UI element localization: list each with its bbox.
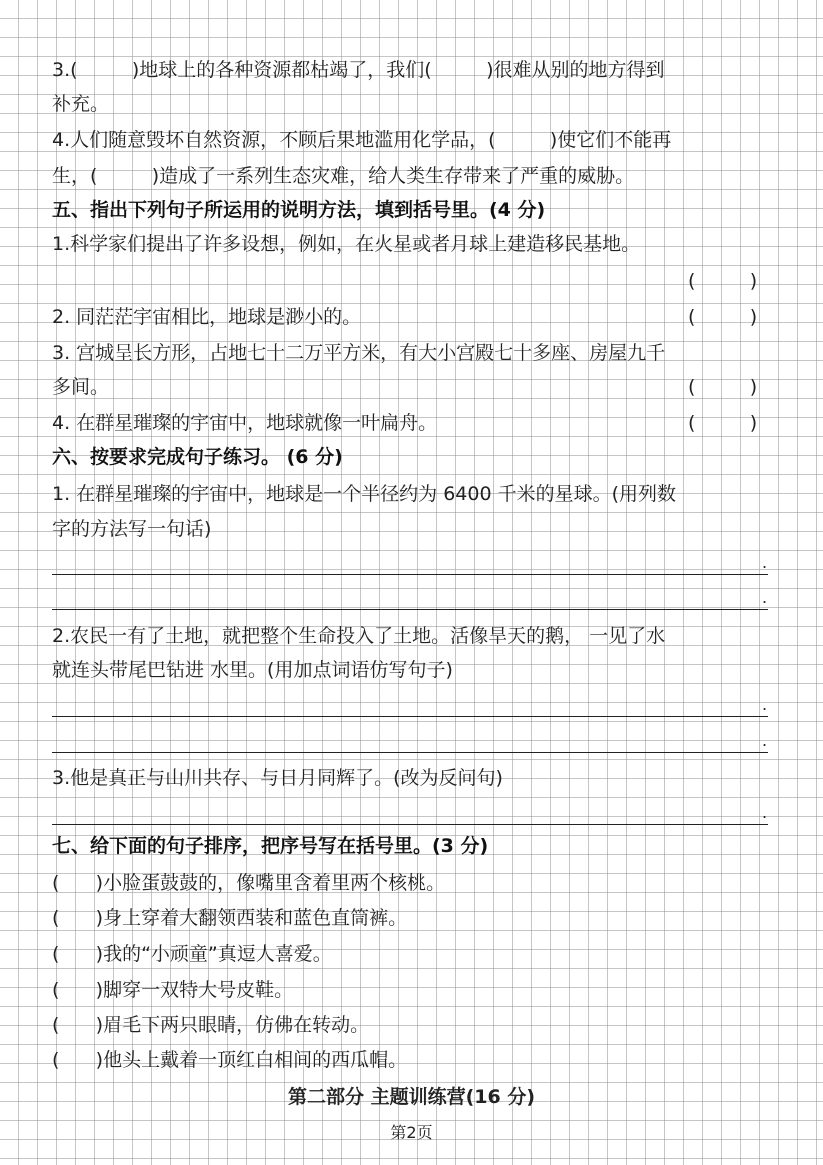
answer-line[interactable]	[52, 752, 768, 753]
sort-item-2: ( )身上穿着大翻领西装和蓝色直筒裤。	[52, 907, 408, 929]
question-5-3-line1: 3. 宫城呈长方形，占地七十二万平方米，有大小宫殿七十多座、房屋九千	[52, 342, 666, 364]
section-5-title: 五、指出下列句子所运用的说明方法，填到括号里。(4 分)	[52, 199, 546, 221]
sort-item-1: ( )小脸蛋鼓鼓的，像嘴里含着里两个核桃。	[52, 872, 446, 894]
answer-line[interactable]	[52, 716, 768, 717]
answer-line[interactable]	[52, 574, 768, 575]
question-6-1-line1: 1. 在群星璀璨的宇宙中，地球是一个半径约为 6400 千米的星球。(用列数	[52, 483, 677, 505]
line-end-dot: .	[762, 731, 768, 750]
sort-item-5: ( )眉毛下两只眼睛，仿佛在转动。	[52, 1014, 370, 1036]
question-6-3: 3.他是真正与山川共存、与日月同辉了。(改为反问句)	[52, 767, 503, 789]
answer-line[interactable]	[52, 824, 768, 825]
section-6-title: 六、按要求完成句子练习。 (6 分)	[52, 446, 343, 468]
answer-blank-5-3[interactable]: ( )	[688, 376, 758, 398]
sort-item-6: ( )他头上戴着一顶红白相间的西瓜帽。	[52, 1049, 408, 1071]
question-5-2: 2. 同茫茫宇宙相比，地球是渺小的。	[52, 306, 362, 328]
question-6-2-line2: 就连头带尾巴钻进 水里。(用加点词语仿写句子)	[52, 659, 453, 681]
question-5-4: 4. 在群星璀璨的宇宙中，地球就像一叶扁舟。	[52, 412, 438, 434]
answer-blank-5-2[interactable]: ( )	[688, 306, 758, 328]
sort-item-3: ( )我的“小顽童”真逗人喜爱。	[52, 943, 332, 965]
section-7-title: 七、给下面的句子排序，把序号写在括号里。(3 分)	[52, 835, 489, 857]
answer-blank-5-1[interactable]: ( )	[688, 270, 758, 292]
page-number: 第2页	[390, 1123, 433, 1142]
question-6-2-line1: 2.农民一有了土地，就把整个生命投入了土地。活像旱天的鹅， 一见了水	[52, 625, 666, 647]
question-4-3-line2: 补充。	[52, 93, 110, 115]
line-end-dot: .	[762, 588, 768, 607]
part-2-title: 第二部分 主题训练营(16 分)	[287, 1086, 536, 1108]
line-end-dot: .	[762, 803, 768, 822]
question-4-4-line2: 生，( )造成了一系列生态灾难，给人类生存带来了严重的威胁。	[52, 165, 635, 187]
question-6-1-line2: 字的方法写一句话)	[52, 518, 212, 540]
question-4-4-line1: 4.人们随意毁坏自然资源，不顾后果地滥用化学品，( )使它们不能再	[52, 129, 672, 151]
sort-item-4: ( )脚穿一双特大号皮鞋。	[52, 979, 294, 1001]
answer-blank-5-4[interactable]: ( )	[688, 412, 758, 434]
line-end-dot: .	[762, 695, 768, 714]
line-end-dot: .	[762, 553, 768, 572]
question-5-1: 1.科学家们提出了许多设想，例如，在火星或者月球上建造移民基地。	[52, 233, 641, 255]
question-5-3-line2: 多间。	[52, 376, 110, 398]
answer-line[interactable]	[52, 609, 768, 610]
question-4-3-line1: 3.( )地球上的各种资源都枯竭了，我们( )很难从别的地方得到	[52, 59, 665, 81]
